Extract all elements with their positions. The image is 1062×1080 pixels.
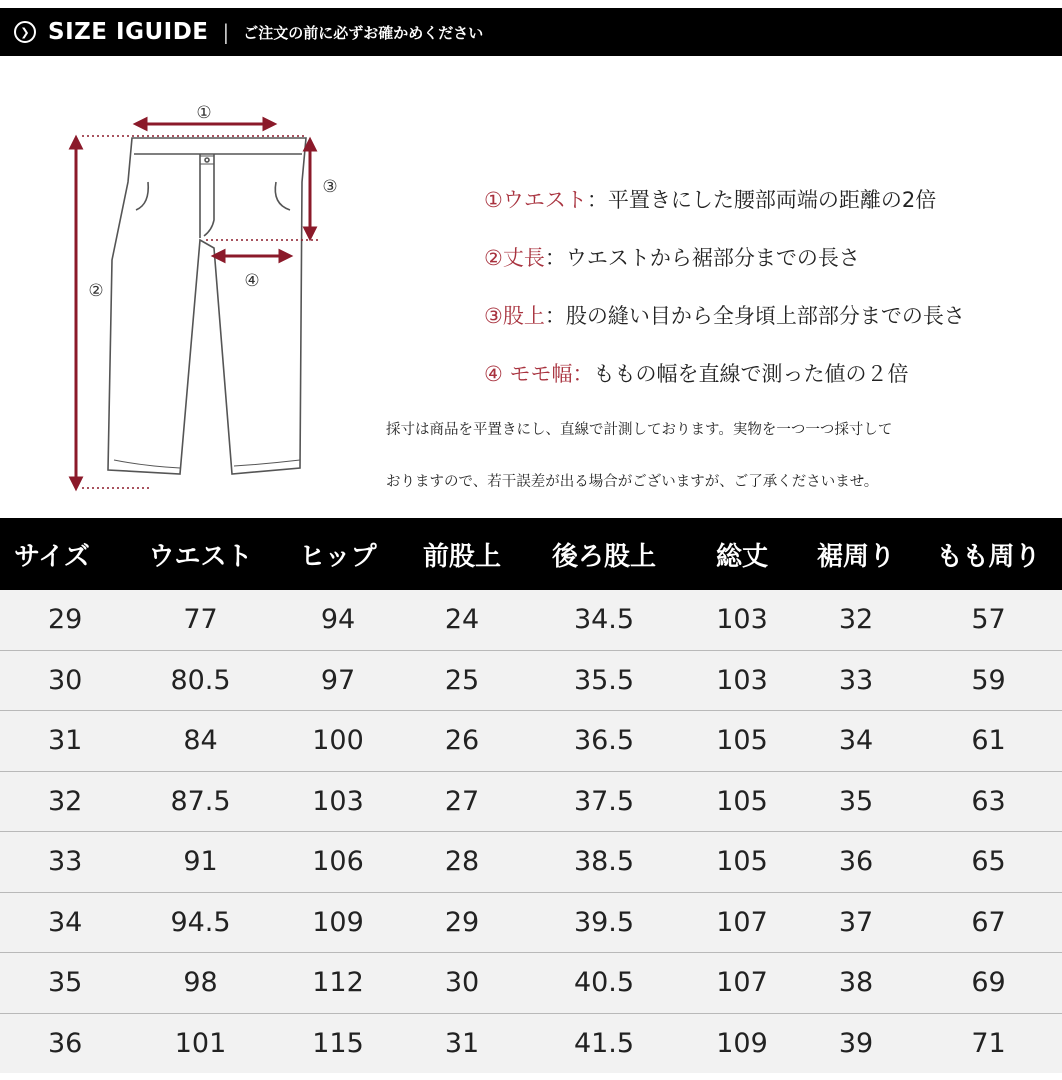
table-cell: 30 — [48, 664, 83, 696]
table-cell: 39 — [838, 1027, 874, 1059]
measure-note-line-1: 採寸は商品を平置きにし、直線で計測しております。実物を一つ一つ採寸して — [386, 422, 893, 438]
table-cell: 35 — [48, 967, 83, 999]
table-cell: 34 — [48, 906, 83, 938]
table-cell: 107 — [716, 906, 768, 938]
table-body — [0, 590, 1062, 1073]
table-cell: 101 — [174, 1027, 227, 1059]
table-row — [0, 651, 1062, 712]
table-cell: 36 — [48, 1027, 83, 1059]
header-front-rise: 前股上 — [422, 541, 501, 572]
table-row — [0, 832, 1062, 893]
legend-desc: ももの幅を直線で測った値の２倍 — [593, 362, 909, 386]
legend-desc: ：ウエストから裾部分までの長さ — [544, 246, 860, 270]
size-table — [0, 518, 1062, 1073]
legend-key: ④ モモ幅： — [484, 362, 594, 386]
table-cell: 107 — [716, 967, 768, 999]
header-separator: | — [222, 20, 230, 44]
table-cell: 65 — [971, 846, 1006, 878]
table-cell: 36 — [838, 846, 874, 878]
legend-item — [484, 344, 1054, 402]
table-row — [0, 953, 1062, 1014]
table-cell: 32 — [48, 785, 83, 817]
header-hem: 裾周り — [816, 541, 895, 572]
table-cell: 40.5 — [573, 967, 635, 999]
table-cell: 112 — [312, 967, 364, 999]
table-row — [0, 893, 1062, 954]
legend-item — [484, 170, 1054, 228]
mark-3: ③ — [322, 177, 338, 197]
header-size: サイズ — [14, 541, 90, 572]
table-cell: 35 — [838, 785, 874, 817]
pants-diagram — [0, 70, 360, 510]
legend-item — [484, 228, 1054, 286]
table-cell: 33 — [838, 664, 874, 696]
table-cell: 84 — [183, 725, 218, 757]
table-cell: 67 — [971, 906, 1006, 938]
chevron-right-circle-icon: ❯ — [14, 21, 36, 43]
table-cell: 94.5 — [170, 906, 231, 938]
table-cell: 106 — [312, 846, 364, 878]
measurement-legend — [484, 170, 1054, 402]
table-cell: 33 — [48, 846, 83, 878]
table-cell: 38 — [838, 967, 874, 999]
measure-arrows — [71, 119, 315, 488]
table-cell: 39.5 — [573, 906, 635, 938]
table-cell: 103 — [716, 604, 768, 636]
table-cell: 25 — [444, 664, 480, 696]
table-cell: 71 — [971, 1027, 1006, 1059]
table-header — [0, 518, 1062, 590]
table-cell: 35.5 — [573, 664, 635, 696]
table-row — [0, 772, 1062, 833]
header-note: ご注文の前に必ずお確かめください — [243, 23, 484, 42]
table-cell: 36.5 — [573, 725, 635, 757]
table-cell: 109 — [312, 906, 364, 938]
table-cell: 29 — [48, 604, 83, 636]
table-cell: 87.5 — [170, 785, 231, 817]
legend-item — [484, 286, 1054, 344]
table-cell: 34.5 — [573, 604, 635, 636]
table-cell: 37.5 — [573, 785, 635, 817]
table-cell: 103 — [716, 664, 768, 696]
table-cell: 61 — [971, 725, 1006, 757]
table-cell: 94 — [320, 604, 356, 636]
legend-key: ①ウエスト — [484, 188, 587, 212]
table-row — [0, 590, 1062, 651]
table-cell: 115 — [312, 1027, 364, 1059]
table-cell: 105 — [716, 725, 768, 757]
table-cell: 24 — [444, 604, 480, 636]
table-cell: 37 — [838, 906, 874, 938]
mark-1: ① — [196, 103, 212, 123]
legend-key: ③股上 — [484, 304, 545, 328]
legend-key: ②丈長 — [484, 246, 545, 270]
table-cell: 97 — [320, 664, 356, 696]
mark-2: ② — [88, 281, 104, 301]
header-thigh: もも周り — [936, 541, 1041, 572]
table-cell: 105 — [716, 846, 768, 878]
table-cell: 32 — [838, 604, 874, 636]
table-cell: 80.5 — [170, 664, 231, 696]
header-title: SIZE IGUIDE — [48, 19, 209, 45]
header-hip: ヒップ — [299, 541, 377, 572]
table-cell: 31 — [444, 1027, 480, 1059]
header-bar — [0, 8, 1062, 56]
table-cell: 26 — [444, 725, 480, 757]
pants-outline — [108, 138, 306, 474]
table-cell: 59 — [971, 664, 1006, 696]
table-cell: 105 — [716, 785, 768, 817]
table-cell: 109 — [716, 1027, 768, 1059]
table-cell: 103 — [312, 785, 364, 817]
header-back-rise: 後ろ股上 — [551, 541, 656, 572]
table-cell: 31 — [48, 725, 83, 757]
table-cell: 27 — [444, 785, 480, 817]
legend-desc: ：股の縫い目から全身頃上部部分までの長さ — [544, 304, 965, 328]
table-cell: 34 — [838, 725, 874, 757]
table-cell: 100 — [312, 725, 364, 757]
mark-4: ④ — [244, 271, 260, 291]
header-length: 総丈 — [715, 541, 768, 572]
header-waist: ウエスト — [148, 541, 253, 572]
table-row — [0, 711, 1062, 772]
table-cell: 98 — [183, 967, 218, 999]
table-cell: 77 — [183, 604, 218, 636]
measure-note-line-2: おりますので、若干誤差が出る場合がございますが、ご了承くださいませ。 — [386, 474, 879, 490]
table-cell: 41.5 — [573, 1027, 635, 1059]
table-cell: 29 — [444, 906, 480, 938]
table-cell: 69 — [971, 967, 1006, 999]
table-cell: 57 — [971, 604, 1006, 636]
legend-desc: ：平置きにした腰部両端の距離の2倍 — [586, 188, 937, 212]
table-row — [0, 1014, 1062, 1074]
table-cell: 30 — [444, 967, 480, 999]
table-cell: 28 — [444, 846, 480, 878]
table-cell: 91 — [183, 846, 218, 878]
table-cell: 38.5 — [573, 846, 635, 878]
table-cell: 63 — [971, 785, 1006, 817]
